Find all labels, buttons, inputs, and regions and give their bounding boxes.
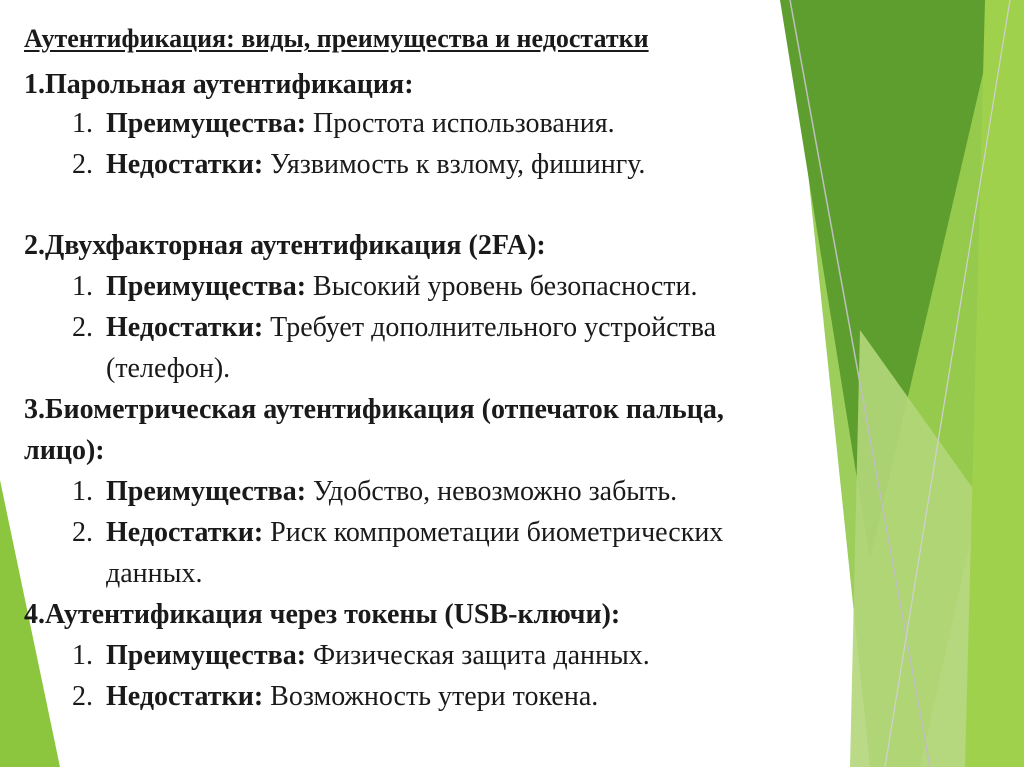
item-text: Возможность утери токена. [270, 681, 599, 712]
item-label: Преимущества: [106, 640, 307, 671]
item-text: Простота использования. [313, 108, 615, 139]
section-heading-2fa: 2.Двухфакторная аутентификация (2FA): [24, 230, 546, 261]
item-label: Преимущества: [106, 271, 307, 302]
list-item-tokens-pros [72, 636, 650, 676]
item-label: Преимущества: [106, 476, 307, 507]
item-number: 1. [72, 476, 93, 507]
item-text: Высокий уровень безопасности. [313, 271, 698, 302]
item-label: Недостатки: [106, 312, 264, 343]
item-number: 2. [72, 312, 93, 343]
list-item-biometric-pros [72, 472, 677, 512]
item-continuation: (телефон). [106, 353, 231, 384]
list-item-biometric-cons [72, 513, 723, 553]
item-number: 2. [72, 517, 93, 548]
item-label: Недостатки: [106, 681, 264, 712]
item-label: Преимущества: [106, 108, 307, 139]
item-number: 1. [72, 271, 93, 302]
item-number: 2. [72, 681, 93, 712]
item-number: 2. [72, 149, 93, 180]
item-text: Требует дополнительного устройства [270, 312, 717, 343]
item-text: Уязвимость к взлому, фишингу. [270, 149, 646, 180]
slide-title: Аутентификация: виды, преимущества и недостатки [24, 24, 649, 53]
section-heading-password: 1.Парольная аутентификация: [24, 69, 414, 100]
list-item-tokens-cons [72, 677, 598, 717]
item-number: 1. [72, 640, 93, 671]
item-number: 1. [72, 108, 93, 139]
section-heading-biometric-continuation: лицо): [24, 435, 105, 466]
item-label: Недостатки: [106, 517, 264, 548]
section-heading-tokens: 4.Аутентификация через токены (USB-ключи): [24, 599, 621, 630]
item-label: Недостатки: [106, 149, 264, 180]
list-item-password-cons [72, 145, 645, 185]
list-item-password-pros [72, 104, 615, 144]
item-text: Физическая защита данных. [313, 640, 650, 671]
item-text: Удобство, невозможно забыть. [313, 476, 678, 507]
list-item-2fa-pros [72, 267, 697, 307]
list-item-2fa-cons [72, 308, 716, 348]
item-text: Риск компрометации биометрических [270, 517, 724, 548]
item-continuation: данных. [106, 558, 203, 589]
section-heading-biometric: 3.Биометрическая аутентификация (отпечаток пальца, [24, 394, 724, 425]
